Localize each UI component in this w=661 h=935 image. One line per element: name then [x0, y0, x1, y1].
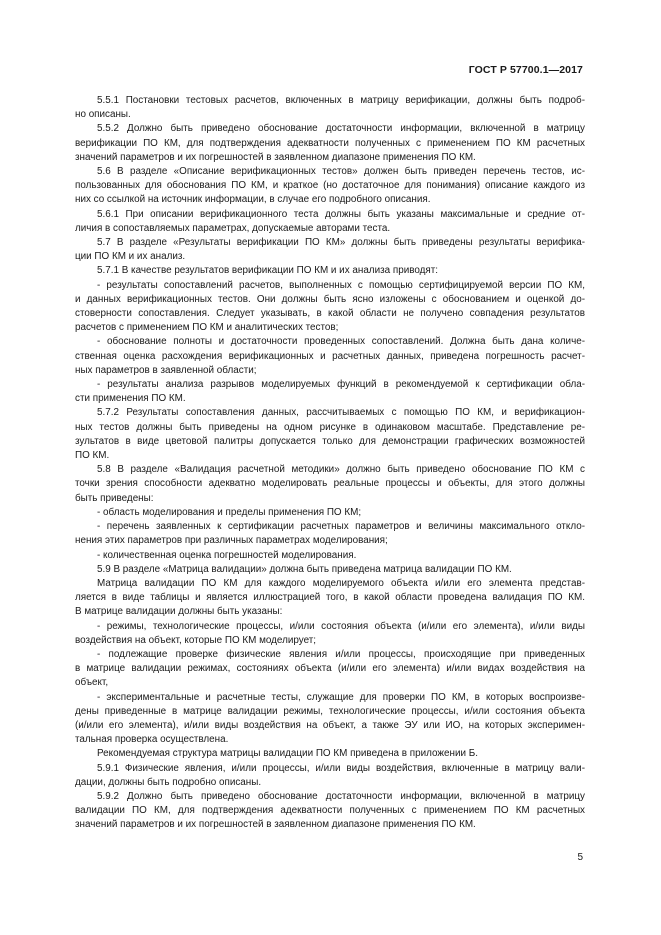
paragraph [75, 747, 585, 761]
text-line: 5.7.2 Результаты сопоставления данных, рассчитываемых с помощью ПО КМ, и верификацион- [97, 407, 585, 419]
text-line: В матрице валидации должны быть указаны: [75, 606, 283, 618]
paragraph [75, 691, 585, 748]
text-line: 5.6.1 При описании верификационного теста должны быть указаны максимальные и средние от- [97, 208, 585, 220]
paragraph [75, 122, 585, 165]
text-line: 5.7 В разделе «Результаты верификации ПО КМ» должны быть приведены результаты верифика- [97, 237, 585, 249]
text-line: верификации ПО КМ, для подтверждения адекватности полученных с применением ПО КМ расчетных [75, 137, 585, 149]
text-line: - количественная оценка погрешностей моделирования. [97, 549, 357, 561]
text-line: 5.8 В разделе «Валидация расчетной методики» должно быть приведено обоснование ПО КМ с [97, 464, 585, 476]
paragraph [75, 648, 585, 691]
text-line: ных параметров в заявленной области; [75, 364, 257, 376]
text-line: ственная оценка расхождения верификационных и расчетных данных, приведена погрешность расчет- [75, 350, 585, 362]
paragraph [75, 549, 585, 563]
text-line: нения этих параметров при различных параметрах моделирования; [75, 535, 388, 547]
text-line: дации, должны быть подробно описаны. [75, 776, 262, 788]
text-line: - экспериментальные и расчетные тесты, служащие для проверки ПО КМ, в которых воспроизве- [97, 691, 585, 703]
text-line: (и/или его элемента), и/или виды воздействия на объект, а также ЭУ или ИО, на которых эксперимен- [75, 719, 585, 731]
text-line: дены приведенные в матрице валидации режимы, технологические процессы, и/или состояния объекта [75, 705, 585, 717]
text-line: Рекомендуемая структура матрицы валидации ПО КМ приведена в приложении Б. [97, 748, 478, 760]
text-line: - обоснование полноты и достаточности проведенных сопоставлений. Должна быть дана количе- [97, 336, 585, 348]
text-line: 5.9 В разделе «Матрица валидации» должна быть приведена матрица валидации ПО КМ. [97, 563, 512, 575]
text-line: 5.5.2 Должно быть приведено обоснование достаточности информации, включенной в матрицу [97, 123, 585, 135]
text-line: быть приведены: [75, 492, 154, 504]
document-body [75, 94, 585, 833]
text-line: в матрице валидации режимах, состояниях объекта (и/или его элемента) и/или видах воздействия на [75, 663, 585, 675]
paragraph [75, 520, 585, 548]
text-line: 5.7.1 В качестве результатов верификации ПО КМ и их анализа приводят: [97, 265, 438, 277]
text-line: 5.6 В разделе «Описание верификационных тестов» должен быть приведен перечень тестов, ис- [97, 166, 585, 178]
paragraph [75, 264, 585, 278]
paragraph [75, 335, 585, 378]
text-line: воздействия на объект, которые ПО КМ моделирует; [75, 634, 317, 646]
paragraph [75, 762, 585, 790]
text-line: зультатов в виде цветовой палитры допускается только для демонстрации графических возможностей [75, 435, 585, 447]
paragraph [75, 790, 585, 833]
text-line: Матрица валидации ПО КМ для каждого моделируемого объекта и/или его элемента представ- [97, 577, 585, 589]
paragraph [75, 577, 585, 620]
text-line: ляется в виде таблицы и является иллюстрацией того, в какой области проведена валидация ПО КМ. [75, 592, 585, 604]
text-line: стоверности сопоставления. Следует указывать, в какой области не получено совпадения результатов [75, 308, 585, 320]
paragraph [75, 236, 585, 264]
text-line: 5.9.1 Физические явления, и/или процессы, и/или виды воздействия, включенные в матрицу вали- [97, 762, 585, 774]
text-line: них со ссылкой на источник информации, в случае его подробного описания. [75, 194, 431, 206]
paragraph [75, 94, 585, 122]
paragraph [75, 165, 585, 208]
text-line: ных тестов должны быть приведены на одном рисунке в одинаковом масштабе. Представление ре- [75, 421, 585, 433]
paragraph [75, 406, 585, 463]
text-line: но описаны. [75, 109, 131, 121]
text-line: 5.9.2 Должно быть приведено обоснование достаточности информации, включенной в матрицу [97, 790, 585, 802]
text-line: объект, [75, 677, 109, 689]
text-line: - режимы, технологические процессы, и/или состояния объекта (и/или его элемента), и/или виды [97, 620, 585, 632]
text-line: 5.5.1 Постановки тестовых расчетов, включенных в матрицу верификации, должны быть подроб- [97, 95, 585, 106]
text-line: личия в сопоставляемых параметрах, допускаемые авторами теста. [75, 222, 391, 234]
text-line: ПО КМ. [75, 450, 110, 462]
text-line: пользованных для обоснования ПО КМ, и краткое (но достаточное для понимания) описание каждого из [75, 180, 585, 192]
text-line: значений параметров и их погрешностей в заявленном диапазоне применения ПО КМ. [75, 819, 476, 831]
standard-designation: ГОСТ Р 57700.1—2017 [468, 64, 583, 76]
paragraph [75, 279, 585, 336]
paragraph [75, 620, 585, 648]
text-line: - перечень заявленных к сертификации расчетных параметров и величины максимального откло- [97, 521, 585, 533]
paragraph [75, 563, 585, 577]
text-line: тальная проверка осуществлена. [75, 734, 229, 746]
text-line: значений параметров и их погрешностей в заявленном диапазоне применения ПО КМ. [75, 151, 476, 163]
text-line: и данных верификационных тестов. Они должны быть ясно изложены с обоснованием и оценкой до- [75, 293, 585, 305]
text-line: точки зрения способности адекватно моделировать реальные процессы и объекты, для этого должны [75, 478, 585, 490]
page-number: 5 [577, 852, 583, 863]
paragraph [75, 378, 585, 406]
text-line: - подлежащие проверке физические явления и/или процессы, происходящие при приведенных [97, 648, 585, 660]
paragraph [75, 208, 585, 236]
text-line: - область моделирования и пределы применения ПО КМ; [97, 506, 362, 518]
text-line: ции ПО КМ и их анализ. [75, 251, 186, 263]
text-line: сти применения ПО КМ. [75, 393, 186, 405]
paragraph [75, 506, 585, 520]
text-line: - результаты анализа разрывов моделируемых функций в рекомендуемой к сертификации обла- [97, 379, 585, 391]
text-line: валидации ПО КМ, для подтверждения адекватности полученных с применением ПО КМ расчетных [75, 805, 585, 817]
text-line: расчетов с применением ПО КМ и аналитических тестов; [75, 322, 339, 334]
text-line: - результаты сопоставлений расчетов, выполненных с помощью сертифицируемой версии ПО КМ, [97, 279, 585, 291]
paragraph [75, 463, 585, 506]
